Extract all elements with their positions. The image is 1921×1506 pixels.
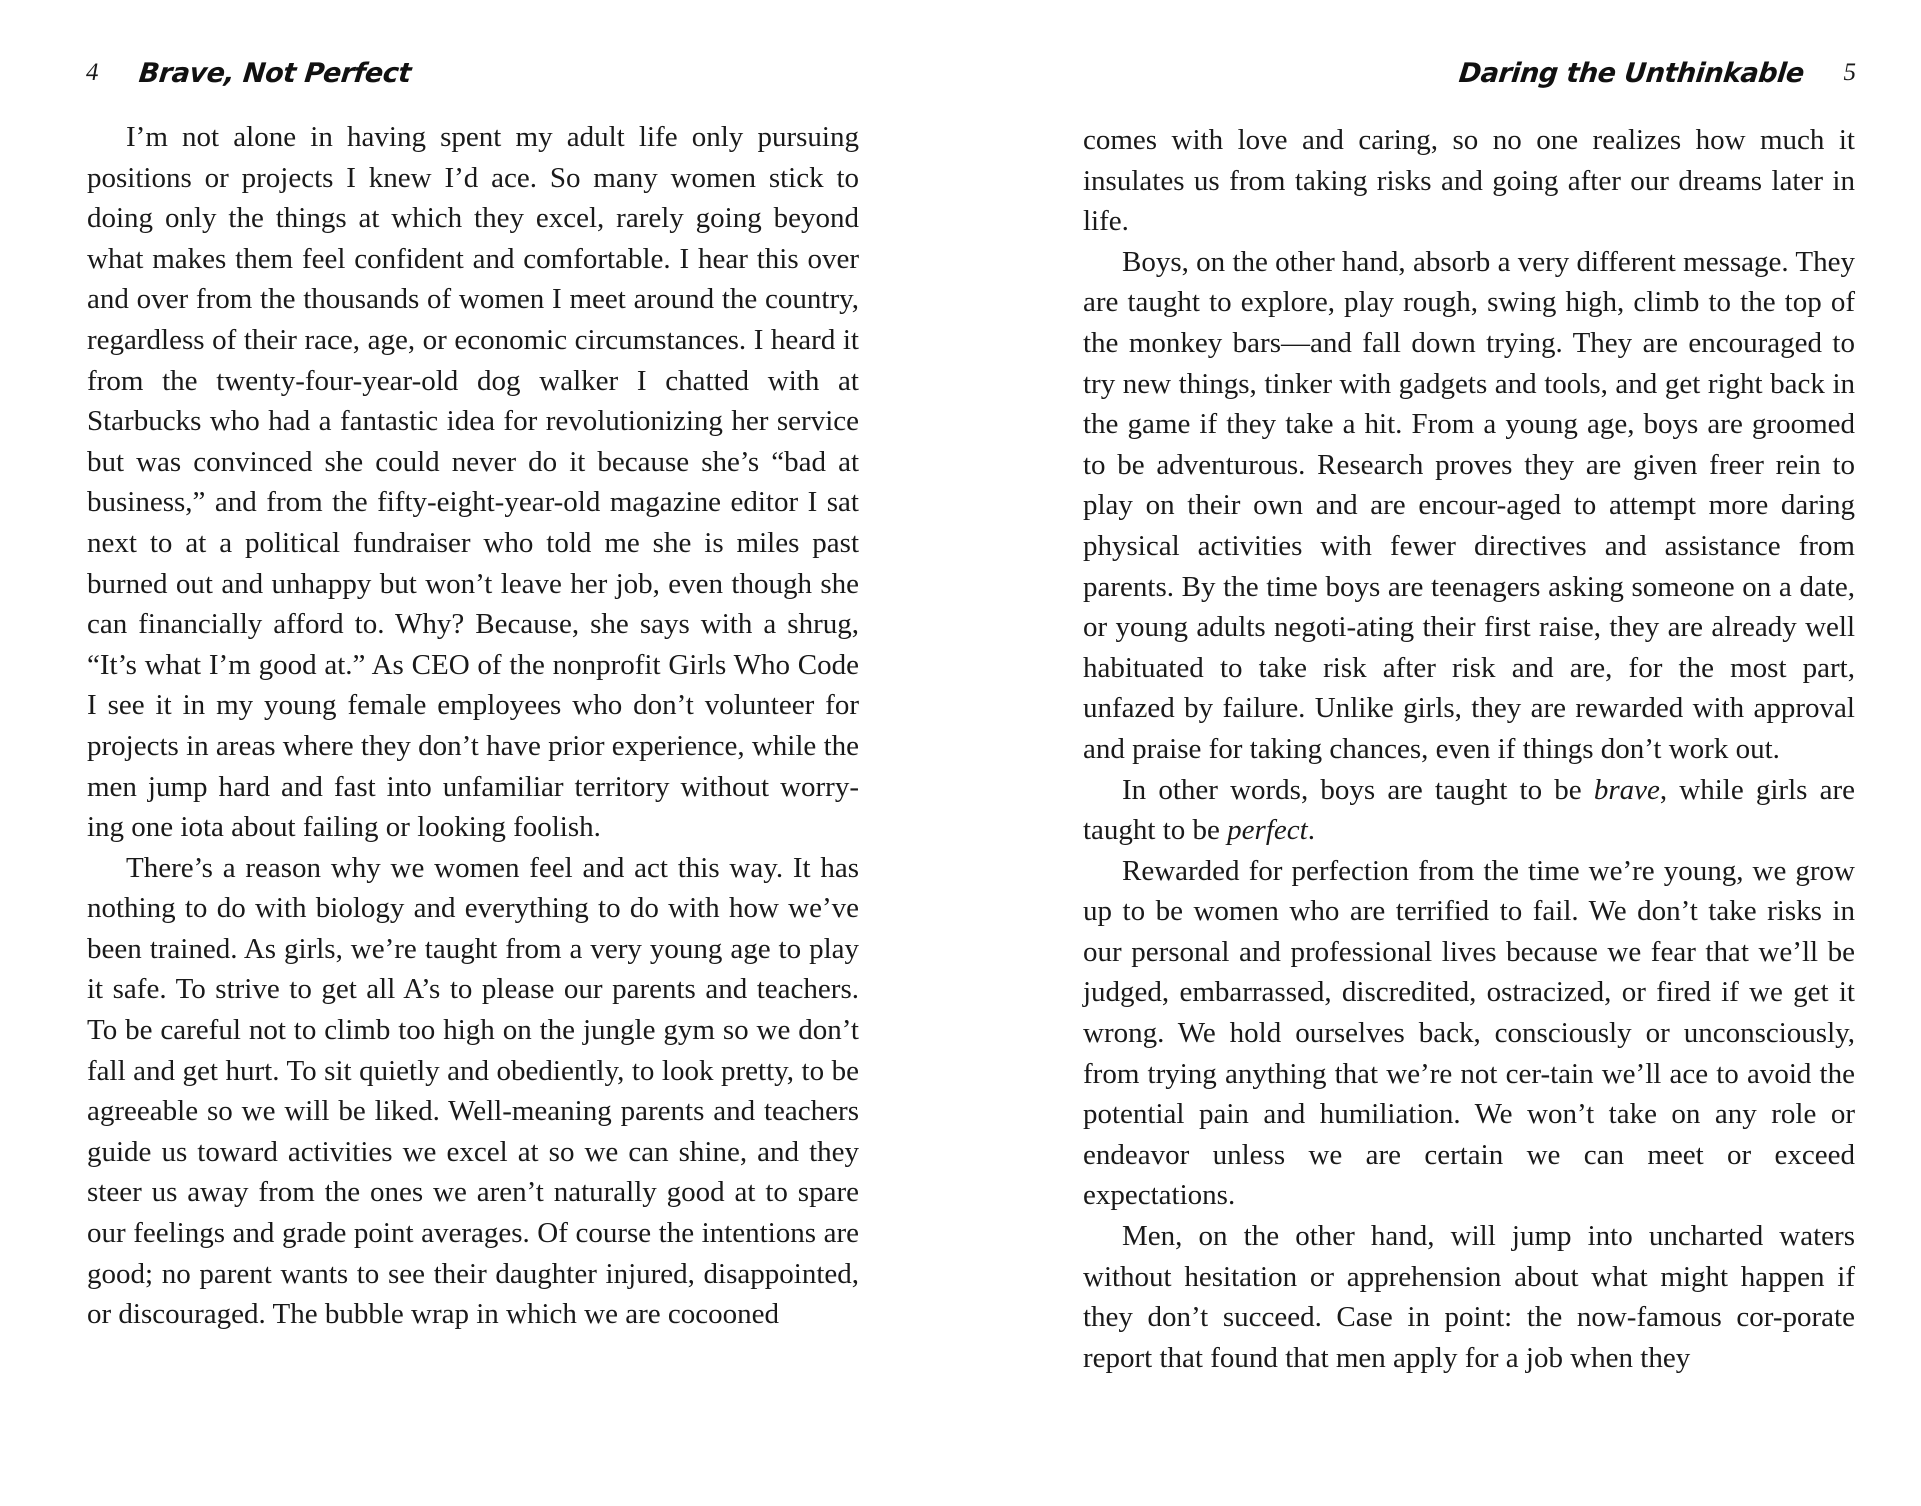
book-title-header: Brave, Not Perfect — [136, 57, 412, 89]
brave-sentence-part3: . — [1307, 814, 1315, 847]
right-running-head — [1459, 48, 1856, 98]
left-running-head — [86, 48, 410, 98]
right-page-number: 5 — [1843, 59, 1856, 86]
paragraph-brave-perfect — [1083, 770, 1855, 851]
left-page — [0, 0, 960, 1506]
paragraph-continued: comes with love and caring, so no one realizes how much it insulates us from taking risks and going after our dreams later in life. — [1083, 124, 1855, 238]
paragraph-men: Men, on the other hand, will jump into uncharted waters without hesitation or apprehension about what might happen if they don’t succeed. Case in point: the now-famous cor-porate report that found that men apply for a job when they — [1083, 1220, 1855, 1374]
brave-word: brave — [1593, 773, 1660, 806]
left-body-text — [87, 117, 859, 1335]
left-page-number: 4 — [86, 59, 99, 86]
brave-sentence-part2: , while girls are taught to be — [1083, 773, 1855, 847]
paragraph-rewarded: Rewarded for perfection from the time we’re young, we grow up to be women who are terrified to fail. We don’t take risks in our personal and professional lives because we fear that we’ll be judged, embarrassed, discredited, ostracized, or fired if we get it wrong. We hold ourselves back, consciously or unconsciously, from trying anything that we’re not cer-tain we’ll ace to avoid the potential pain and humiliation. We won’t take on any role or endeavor unless we are certain we can meet or exceed expectations. — [1083, 854, 1855, 1212]
right-body-text — [1083, 120, 1855, 1378]
right-page — [960, 0, 1921, 1506]
paragraph-reason: There’s a reason why we women feel and act this way. It has nothing to do with biology and everything to do with how we’ve been trained. As girls, we’re taught from a very young age to play it safe. To strive to get all A’s to please our parents and teachers. To be careful not to climb too high on the jungle gym so we don’t fall and get hurt. To sit quietly and obediently, to look pretty, to be agreeable so we will be liked. Well-meaning parents and teachers guide us toward activities we excel at so we can shine, and they steer us away from the ones we aren’t naturally good at to spare our feelings and grade point averages. Of course the intentions are good; no parent wants to see their daughter injured, disappointed, or discouraged. The bubble wrap in which we are cocooned — [87, 851, 859, 1331]
paragraph-boys: Boys, on the other hand, absorb a very different message. They are taught to explore, play rough, swing high, climb to the top of the monkey bars—and fall down trying. They are encouraged to try new things, tinker with gadgets and tools, and get right back in the game if they take a hit. From a young age, boys are groomed to be adventurous. Research proves they are given freer rein to play on their own and are encour-aged to attempt more daring physical activities with fewer directives and assistance from parents. By the time boys are teenagers asking someone on a date, or young adults negoti-ating their first raise, they are already well habituated to take risk after risk and are, for the most part, unfazed by failure. Unlike girls, they are rewarded with approval and praise for taking chances, even if things don’t work out. — [1083, 245, 1855, 765]
chapter-title-header: Daring the Unthinkable — [1457, 57, 1806, 89]
brave-sentence-part1: In other words, boys are taught to be — [1122, 773, 1594, 806]
perfect-word: perfect — [1227, 814, 1308, 847]
paragraph-not-alone: I’m not alone in having spent my adult life only pursuing positions or projects I knew I’d ace. So many women stick to doing only the things at which they excel, rarely going beyond what makes them feel confident and comfortable. I hear this over and over from the thousands of women I meet around the country, regardless of their race, age, or economic circumstances. I heard it from the twenty-four-year-old dog walker I chatted with at Starbucks who had a fantastic idea for revolutionizing her service but was convinced she could never do it because she’s “bad at business,” and from the fifty-eight-year-old magazine editor I sat next to at a political fundraiser who told me she is miles past burned out and unhappy but won’t leave her job, even though she can financially afford to. Why? Because, she says with a shrug, “It’s what I’m good at.” As CEO of the nonprofit Girls Who Code I see it in my young female employees who don’t volunteer for projects in areas where they don’t have prior experience, while the men jump hard and fast into unfamiliar territory without worry-ing one iota about failing or looking foolish. — [87, 121, 859, 844]
